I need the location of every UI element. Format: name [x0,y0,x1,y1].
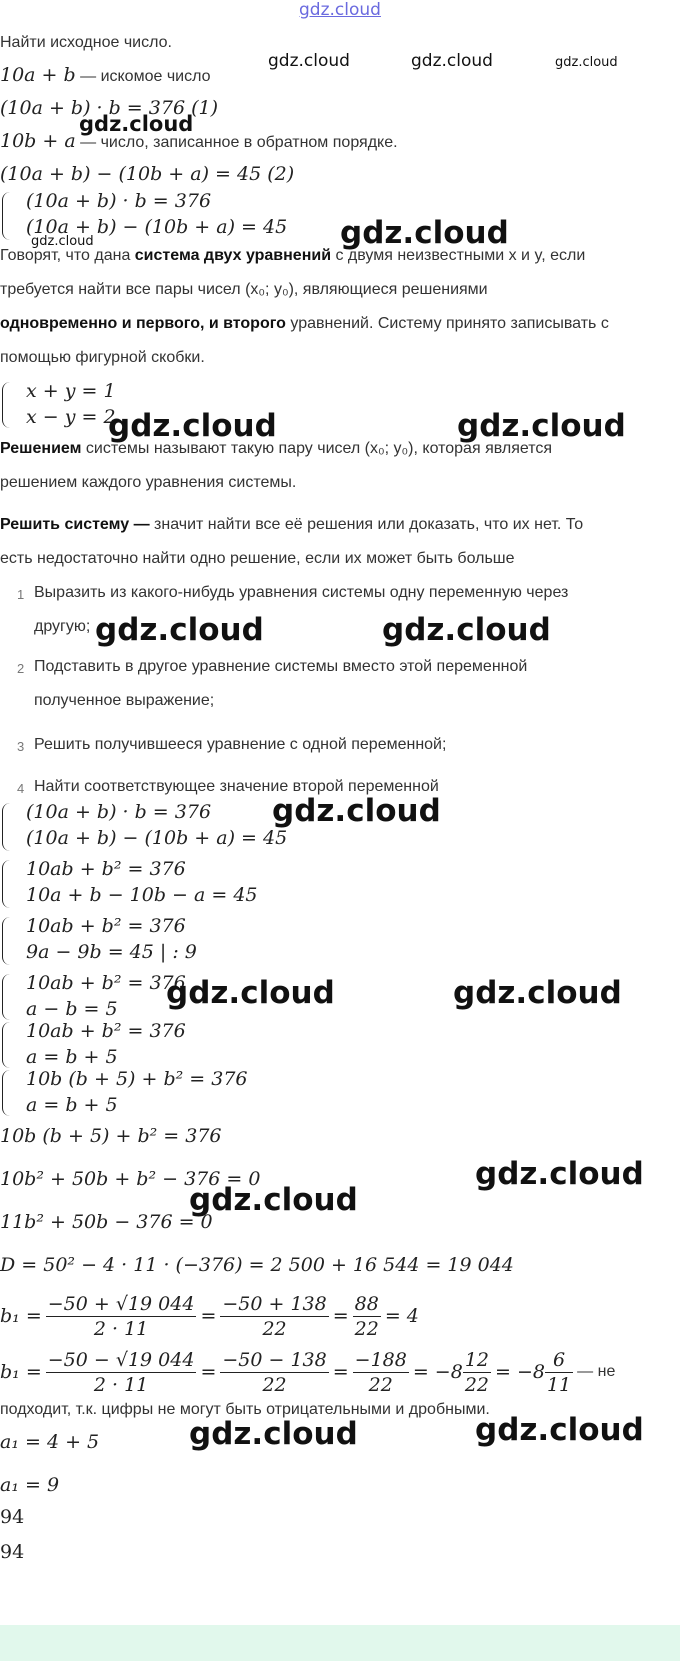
list-item: Найти соответствующее значение второй переменной [34,778,439,795]
root-2-formula [0,1345,615,1399]
equals-sign: = [332,1361,349,1383]
system-eq: a = b + 5 [26,1046,118,1068]
system-eq: 10ab + b² = 376 [26,915,186,937]
fraction [220,1348,328,1397]
system-eq: x + y = 1 [26,380,116,402]
equals-sign: = [200,1361,217,1383]
equation-2: (10a + b) − (10b + a) = 45 (2) [0,163,295,185]
fraction [220,1292,328,1341]
watermark: gdz.cloud [382,612,551,648]
system-1 [26,188,287,240]
list-item: Решить получившееся уравнение с одной переменной; [34,736,447,753]
root-1-formula [0,1289,419,1343]
system-eq: 10a + b − 10b − a = 45 [26,884,258,906]
whole-part: = −8 [412,1361,463,1383]
system-brace [2,860,11,908]
solution-system-6 [26,1066,248,1118]
theory-p8: есть недостаточно найти одно решение, если их может быть больше [0,550,515,567]
denominator: 2 · 11 [93,1317,149,1340]
list-item: Подставить в другое уравнение системы вместо этой переменной [34,658,528,675]
watermark: gdz.cloud [166,975,335,1011]
solution-system-2 [26,856,258,908]
equals-sign: = [200,1305,217,1327]
intro-line-1 [0,64,211,86]
answer-value: 94 [0,1541,25,1563]
root-lhs: b₁ = [0,1361,42,1383]
system-eq: 10b (b + 5) + b² = 376 [26,1068,248,1090]
list-item-cont: полученное выражение; [34,692,215,709]
math-expr: 10b + a [0,130,76,152]
theory-p6: решением каждого уравнения системы. [0,474,297,491]
fraction [353,1348,409,1397]
denominator: 11 [546,1373,572,1396]
numerator: −188 [354,1348,407,1371]
denominator: 22 [262,1373,287,1396]
text-span: — число, записанное в обратном порядке. [75,134,398,151]
bold-term: система двух уравнений [134,247,332,264]
numerator: −50 + √19 044 [47,1292,195,1315]
text-span: системы называют такую пару чисел (x₀; y₀), которая является [81,440,553,457]
solution-system-3 [26,913,197,965]
numerator: −50 − 138 [222,1348,327,1371]
intro-line-3 [0,130,398,152]
numerator: −50 + 138 [222,1292,327,1315]
root-value: = 4 [384,1305,419,1327]
watermark: gdz.cloud [272,793,441,829]
watermark: gdz.cloud [189,1182,358,1218]
text-span: — искомое число [75,68,211,85]
denominator: 22 [262,1317,287,1340]
watermark: gdz.cloud [475,1156,644,1192]
theory-p2: требуется найти все пары чисел (x₀; y₀), являющиеся решениями [0,281,488,298]
equation-line: 10b² + 50b + b² − 376 = 0 [0,1168,261,1190]
watermark: gdz.cloud [340,215,509,251]
find-number-text: Найти исходное число. [0,34,172,51]
list-item-cont: другую; [34,618,91,635]
top-watermark[interactable]: gdz.cloud [299,0,381,20]
theory-p7 [0,516,583,534]
watermark: gdz.cloud [453,975,622,1011]
system-brace [2,192,11,240]
list-number: 4 [17,781,25,796]
text-span: с двумя неизвестными x и y, если [331,247,586,264]
watermark: gdz.cloud [108,408,277,444]
system-eq: a − b = 5 [26,998,118,1020]
result-number: 94 [0,1506,25,1528]
text-span: значит найти все её решения или доказать, что их нет. То [149,516,584,533]
watermark: gdz.cloud [457,408,626,444]
discriminant: D = 50² − 4 · 11 · (−376) = 2 500 + 16 544 = 19 044 [0,1254,514,1276]
example-system [26,378,116,430]
fraction [545,1348,573,1397]
text-span: — не [577,1363,616,1380]
theory-p4: помощью фигурной скобки. [0,349,205,366]
denominator: 22 [368,1373,393,1396]
system-eq: (10a + b) · b = 376 [26,190,212,212]
watermark: gdz.cloud [95,612,264,648]
numerator: −50 − √19 044 [47,1348,195,1371]
system-eq: 10ab + b² = 376 [26,858,186,880]
system-brace [2,974,11,1020]
equation-line: 10b (b + 5) + b² = 376 [0,1125,222,1147]
system-eq: (10a + b) − (10b + a) = 45 [26,216,288,238]
numerator: 12 [464,1348,489,1371]
bold-term: Решением [0,440,82,457]
watermark: gdz.cloud [189,1416,358,1452]
list-number: 2 [17,661,25,676]
whole-part: = −8 [495,1361,545,1383]
a1-expression: a₁ = 4 + 5 [0,1431,100,1453]
fraction [463,1348,491,1397]
watermark: gdz.cloud [31,234,94,249]
fraction [46,1348,197,1397]
system-eq: (10a + b) · b = 376 [26,801,212,823]
bold-term: одновременно и первого, и второго [0,315,286,332]
root-lhs: b₁ = [0,1305,42,1327]
watermark: gdz.cloud [79,112,194,136]
solution-system-5 [26,1018,186,1070]
system-eq: 10ab + b² = 376 [26,1020,186,1042]
fraction [353,1292,381,1341]
watermark: gdz.cloud [268,51,350,71]
equation-1: (10a + b) · b = 376 (1) [0,97,218,119]
theory-p3 [0,315,609,333]
solution-system-4 [26,970,186,1022]
equals-sign: = [332,1305,349,1327]
bold-term: Решить систему — [0,516,150,533]
a1-value: a₁ = 9 [0,1474,60,1496]
text-span: уравнений. Систему принято записывать с [285,315,609,332]
numerator: 88 [354,1292,379,1315]
system-brace [2,1070,11,1116]
equation-line: 11b² + 50b − 376 = 0 [0,1211,213,1233]
system-eq: (10a + b) − (10b + a) = 45 [26,827,288,849]
list-number: 1 [17,587,25,602]
numerator: 6 [545,1348,573,1373]
system-brace [2,1022,11,1068]
list-number: 3 [17,739,25,754]
watermark: gdz.cloud [411,51,493,71]
solution-system-1 [26,799,287,851]
system-eq: 10ab + b² = 376 [26,972,186,994]
watermark: gdz.cloud [475,1412,644,1448]
system-brace [2,917,11,965]
system-brace [2,803,11,851]
system-eq: a = b + 5 [26,1094,118,1116]
root-2-note: подходит, т.к. цифры не могут быть отрицательными и дробными. [0,1401,490,1418]
watermark: gdz.cloud [555,55,618,70]
math-expr: 10a + b [0,64,76,86]
system-brace [2,382,11,428]
list-item: Выразить из какого-нибудь уравнения системы одну переменную через [34,584,569,601]
denominator: 2 · 11 [93,1373,149,1396]
fraction [46,1292,197,1341]
denominator: 22 [464,1373,489,1396]
text-span: Говорят, что дана [0,247,135,264]
answer-bar [0,1625,680,1661]
denominator: 22 [354,1317,379,1340]
system-eq: 9a − 9b = 45 | : 9 [26,941,197,963]
system-eq: x − y = 2 [26,406,116,428]
